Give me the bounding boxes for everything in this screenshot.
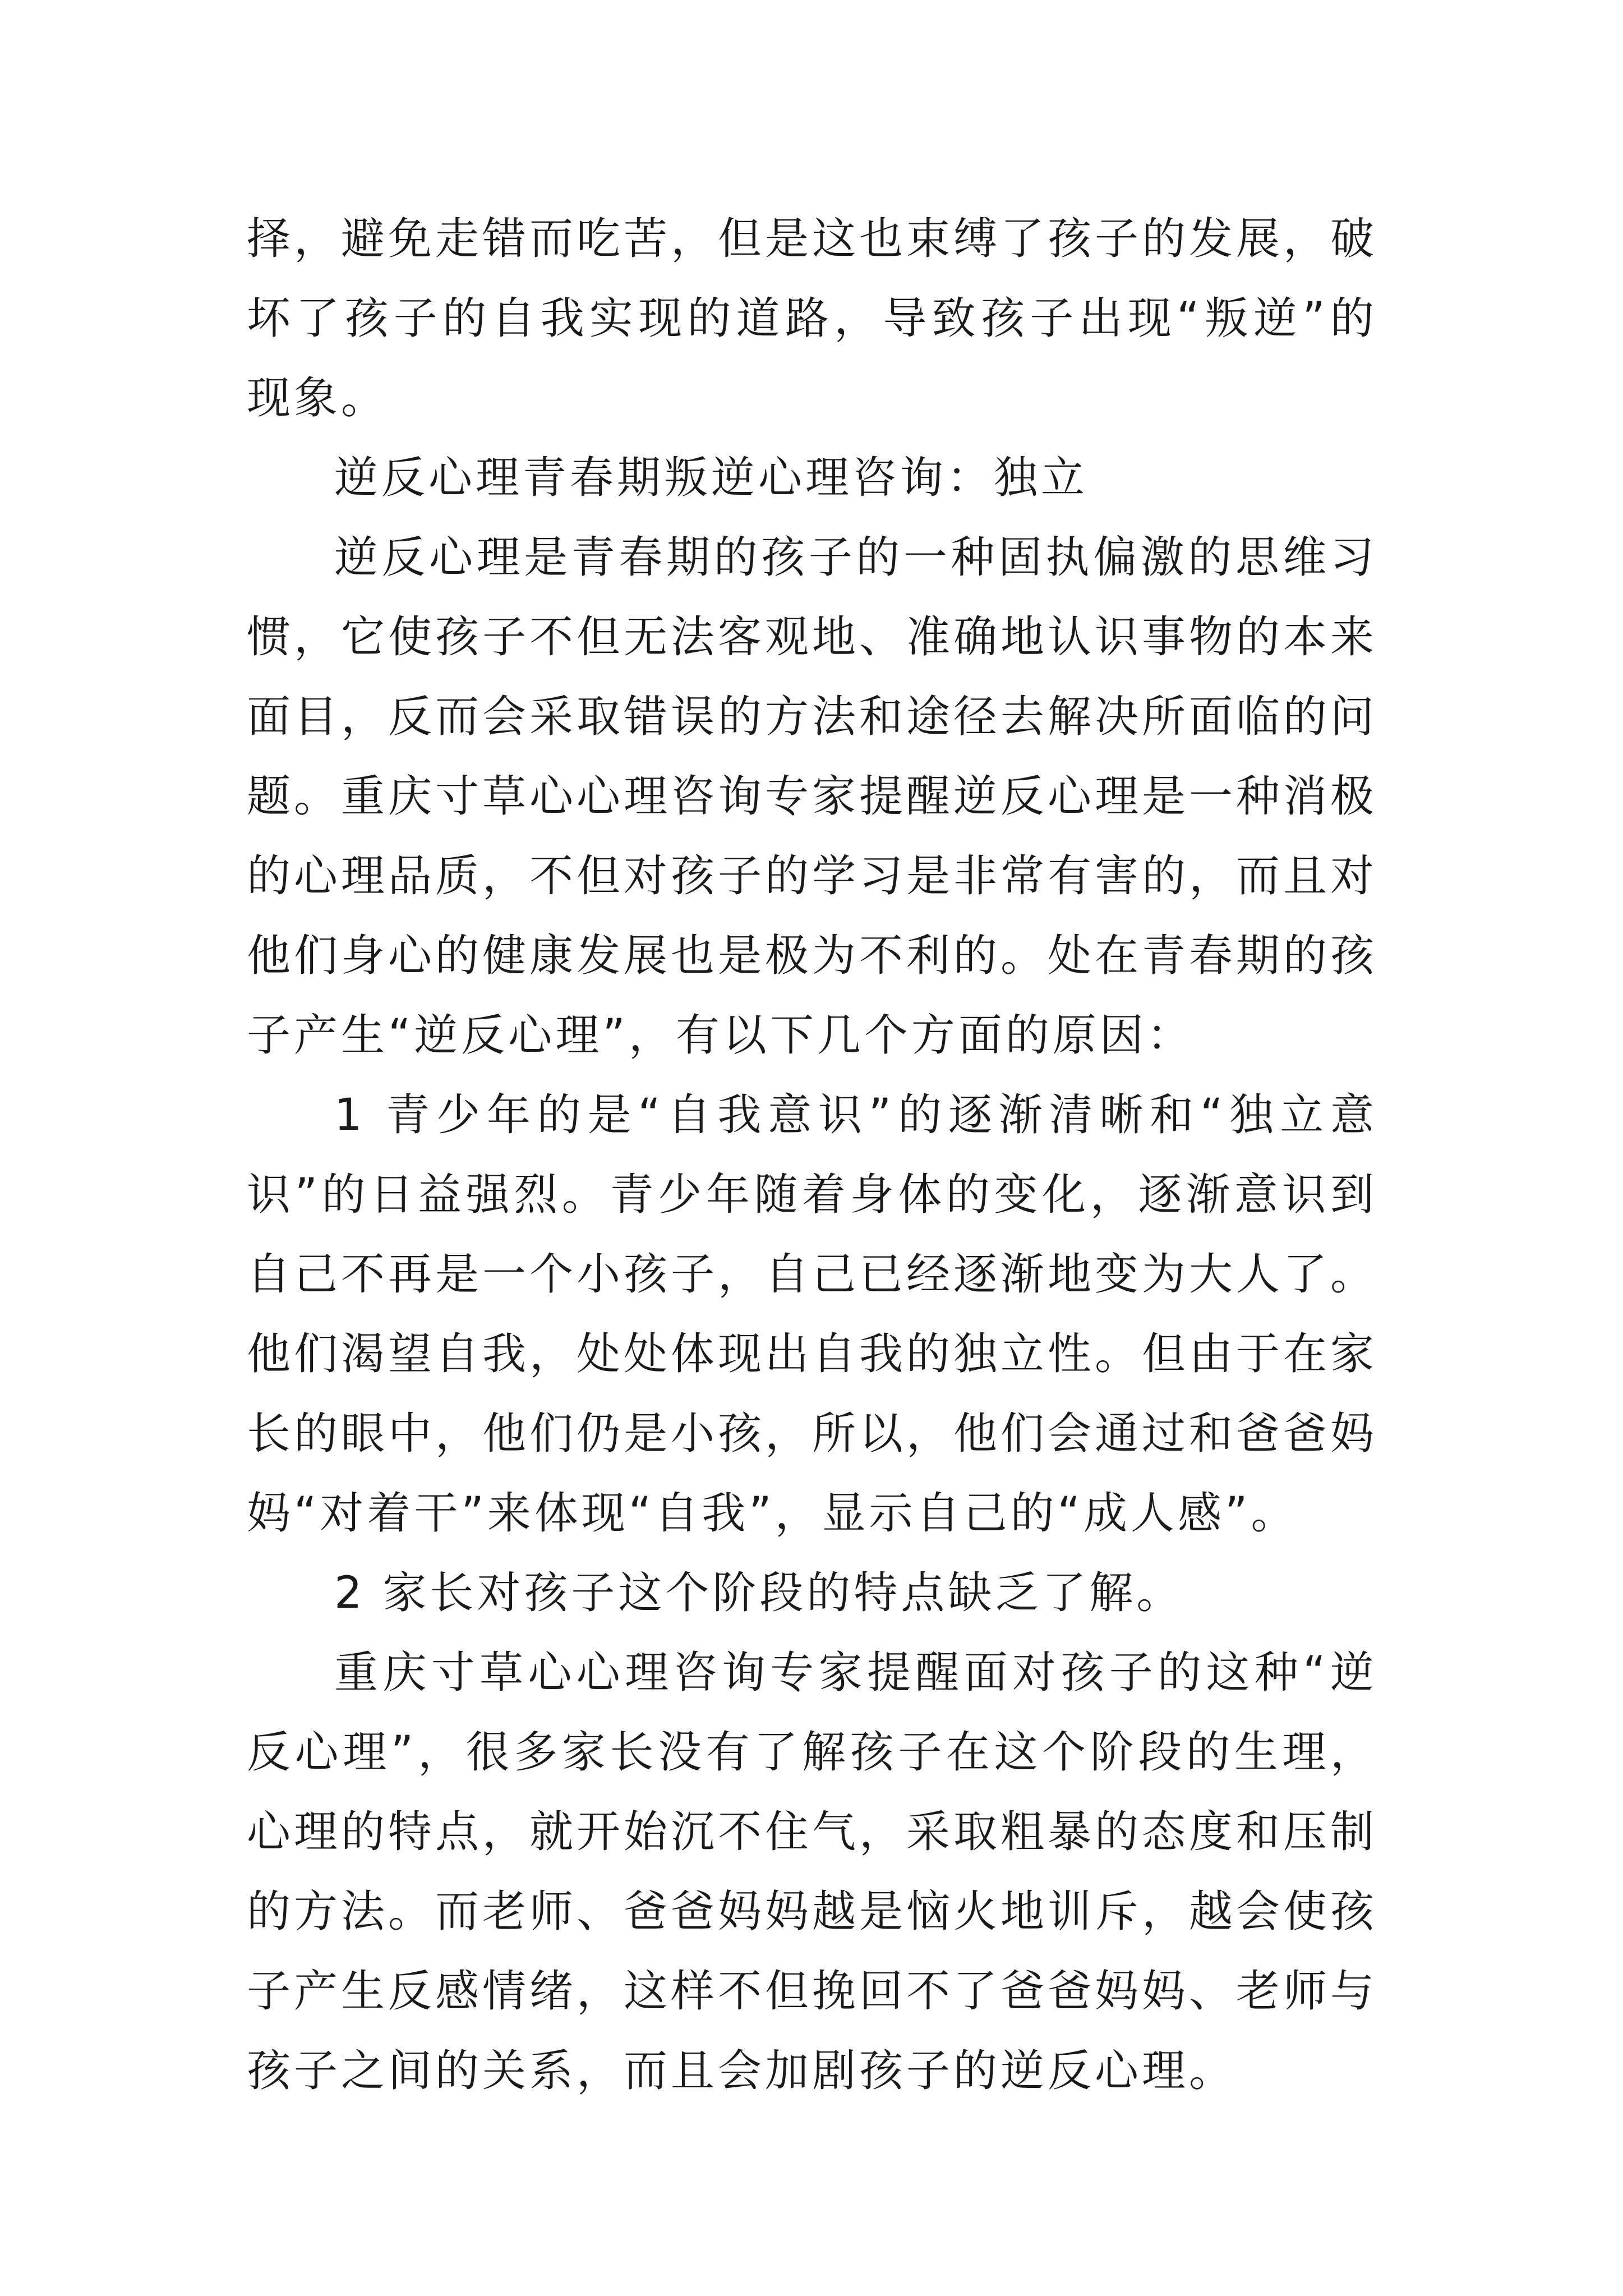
paragraph: 1 青少年的是“自我意识”的逐渐清晰和“独立意识”的日益强烈。青少年随着身体的变化，逐渐意识到自己不再是一个小孩子，自己已经逐渐地变为大人了。他们渴望自我，处处体现出自我的独立性。但由于在家长的眼中，他们仍是小孩，所以，他们会通过和爸爸妈妈“对着干”来体现“自我”，显示自己的“成人感”。 xyxy=(247,1090,1378,1539)
paragraph: 重庆寸草心心理咨询专家提醒面对孩子的这种“逆反心理”，很多家长没有了解孩子在这个阶段的生理，心理的特点，就开始沉不住气，采取粗暴的态度和压制的方法。而老师、爸爸妈妈越是恼火地训斥，越会使孩子产生反感情绪，这样不但挽回不了爸爸妈妈、老师与孩子之间的关系，而且会加剧孩子的逆反心理。 xyxy=(247,1648,1378,2096)
section-heading: 逆反心理青春期叛逆心理咨询：独立 xyxy=(334,453,1089,503)
paragraph-continuation: 择，避免走错而吃苦，但是这也束缚了孩子的发展，破坏了孩子的自我实现的道路，导致孩子出现“叛逆”的现象。 xyxy=(247,214,1378,424)
document-body xyxy=(247,199,1377,2111)
paragraph: 逆反心理是青春期的孩子的一种固执偏激的思维习惯，它使孩子不但无法客观地、准确地认识事物的本来面目，反而会采取错误的方法和途径去解决所面临的问题。重庆寸草心心理咨询专家提醒逆反心理是一种消极的心理品质，不但对孩子的学习是非常有害的，而且对他们身心的健康发展也是极为不利的。处在青春期的孩子产生“逆反心理”，有以下几个方面的原因： xyxy=(247,532,1378,1061)
paragraph: 2 家长对孩子这个阶段的特点缺乏了解。 xyxy=(334,1568,1184,1618)
